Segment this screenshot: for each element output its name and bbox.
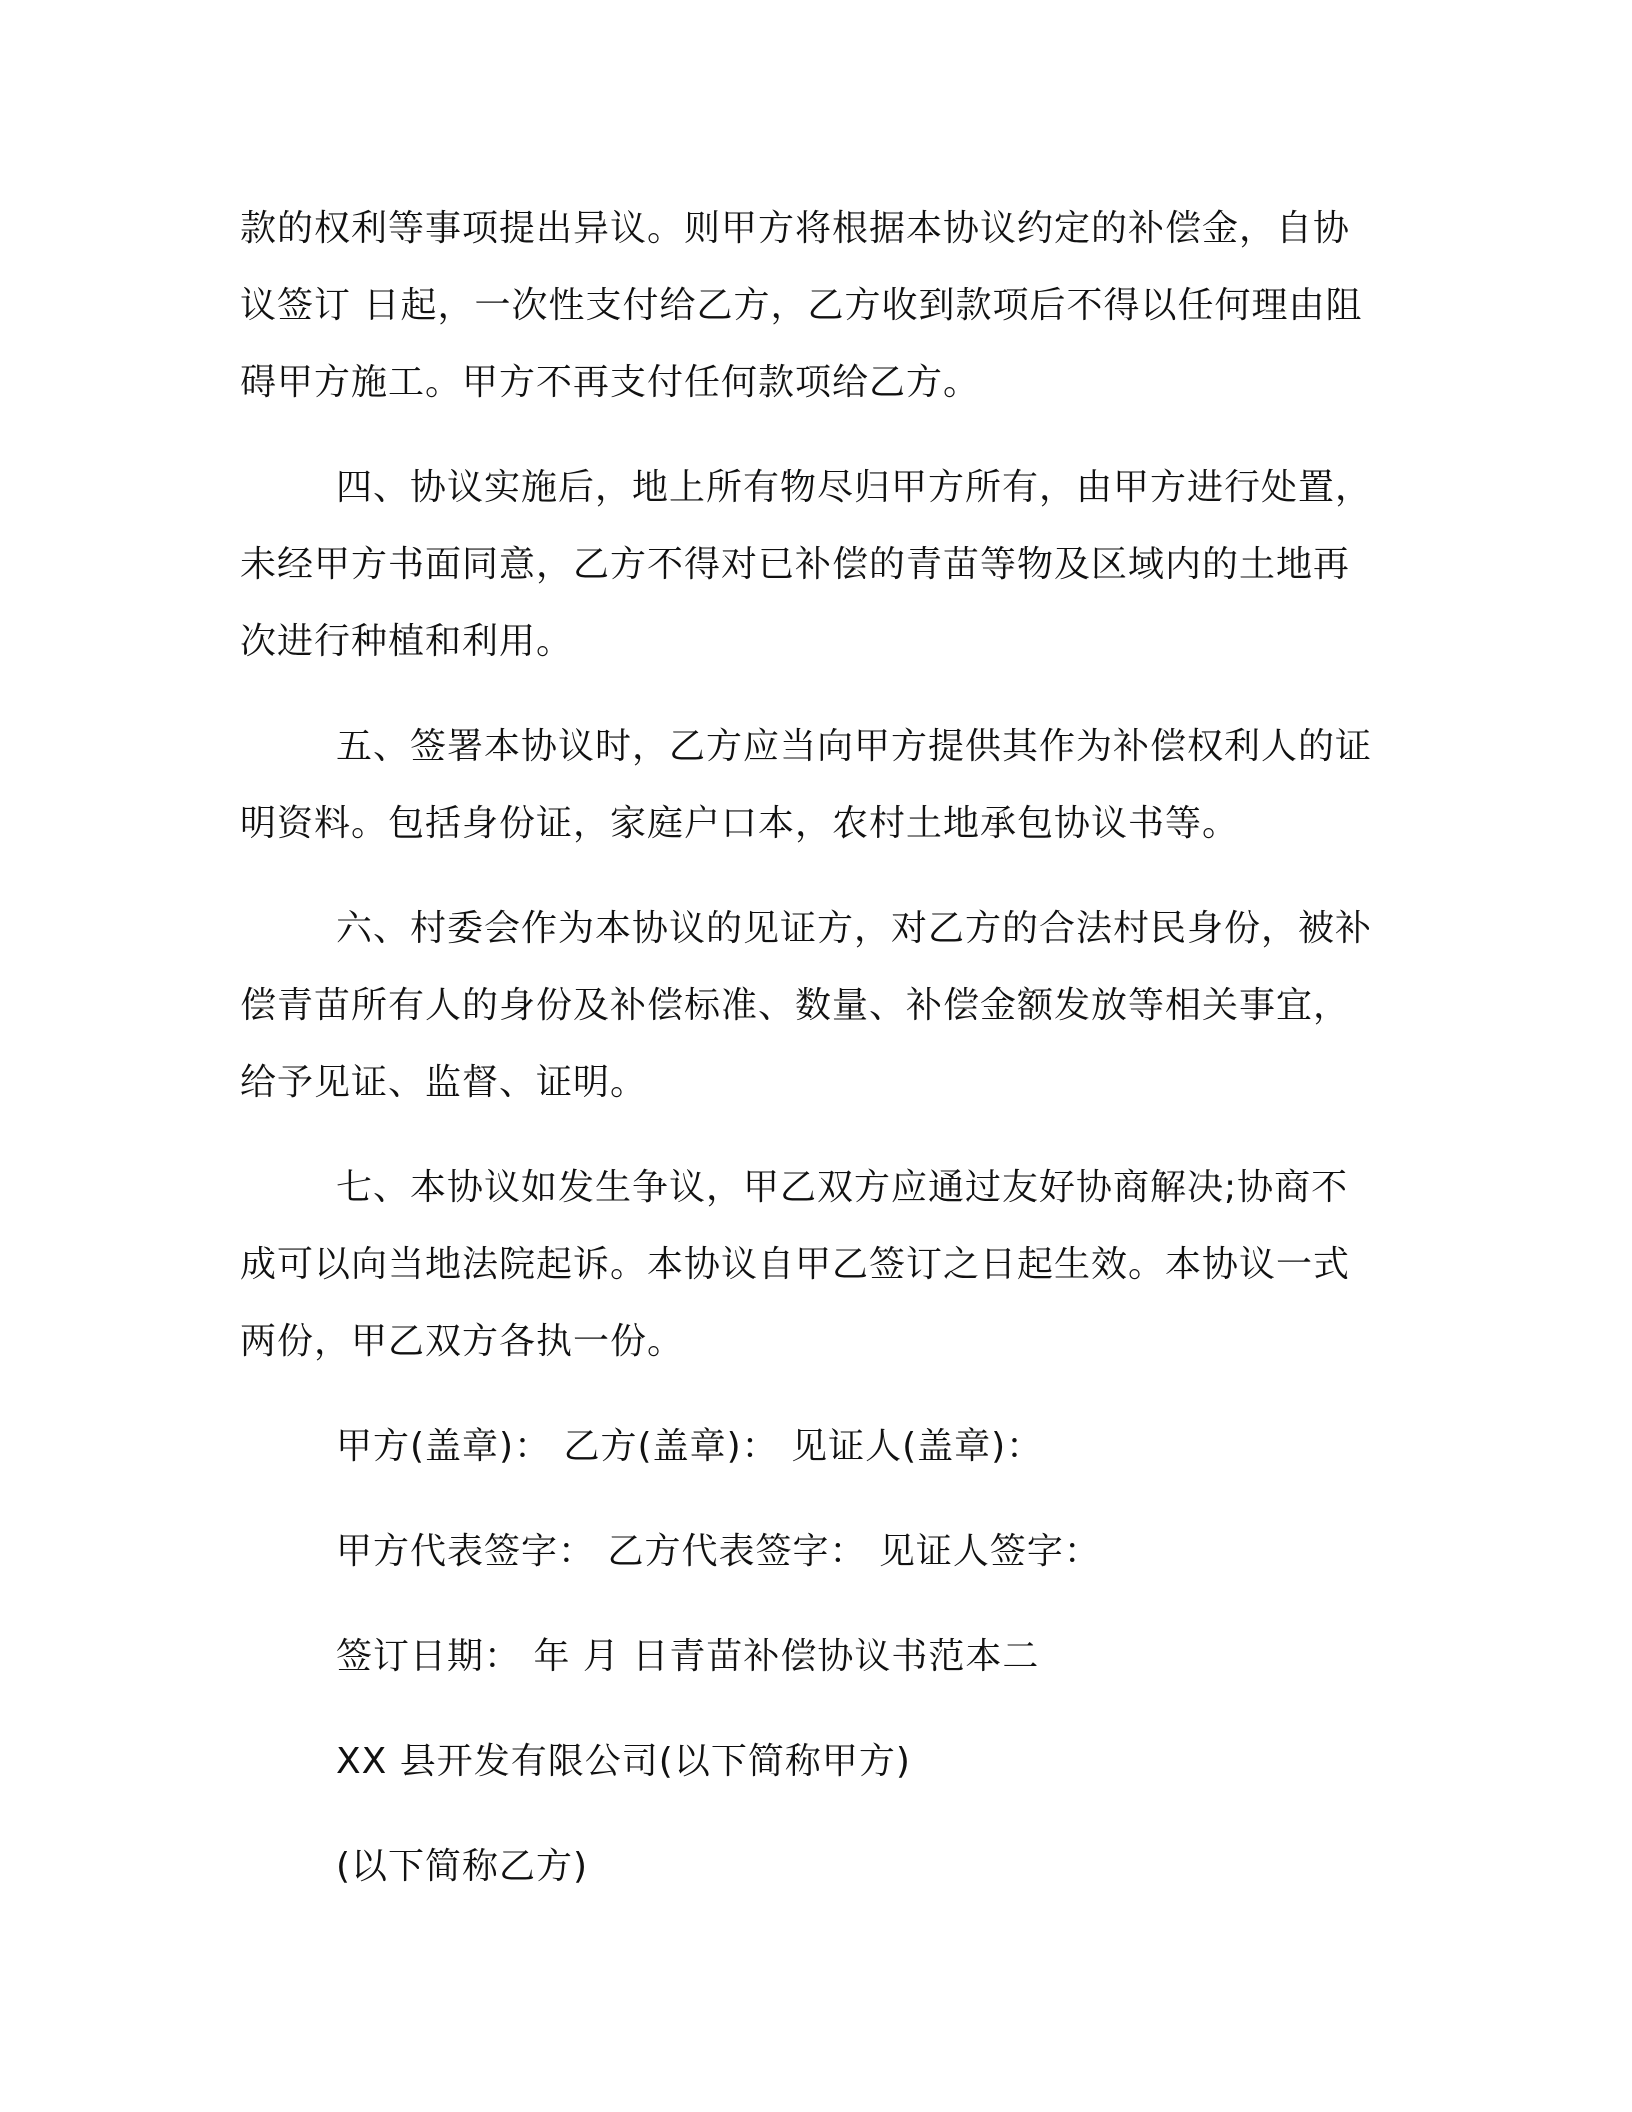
text-line: 四、协议实施后，地上所有物尽归甲方所有，由甲方进行处置， <box>336 467 1373 508</box>
text-line: 成可以向当地法院起诉。本协议自甲乙签订之日起生效。本协议一式 <box>240 1244 1351 1285</box>
text-line: 六、村委会作为本协议的见证方，对乙方的合法村民身份，被补 <box>336 908 1373 949</box>
paragraph-gap <box>240 421 1370 449</box>
paragraph-gap <box>240 862 1370 890</box>
text-line: 议签订 日起，一次性支付给乙方，乙方收到款项后不得以任何理由阻 <box>240 285 1363 326</box>
paragraph-gap <box>240 1485 1370 1513</box>
date-line: 签订日期： 年 月 日青苗补偿协议书范本二 <box>336 1636 1040 1677</box>
document-body <box>240 190 1373 1905</box>
party-a-line: XX 县开发有限公司(以下简称甲方) <box>336 1741 911 1782</box>
text-line: 两份，甲乙双方各执一份。 <box>240 1321 685 1362</box>
text-line: 明资料。包括身份证，家庭户口本，农村土地承包协议书等。 <box>240 803 1240 844</box>
text-line: 偿青苗所有人的身份及补偿标准、数量、补偿金额发放等相关事宜， <box>240 985 1351 1026</box>
paragraph-gap <box>240 680 1370 708</box>
paragraph-continuation <box>240 190 1370 421</box>
paragraph-clause-6 <box>240 890 1373 1121</box>
signature-line: 甲方代表签字： 乙方代表签字： 见证人签字： <box>336 1531 1101 1572</box>
paragraph-gap <box>240 1121 1370 1149</box>
paragraph-gap <box>240 1380 1370 1408</box>
paragraph-gap <box>240 1695 1370 1723</box>
paragraph-clause-7 <box>240 1149 1370 1380</box>
text-line: 款的权利等事项提出异议。则甲方将根据本协议约定的补偿金，自协 <box>240 208 1351 249</box>
paragraph-clause-5 <box>240 708 1373 862</box>
paragraph-gap <box>240 1800 1370 1828</box>
party-b-line: (以下简称乙方) <box>336 1846 589 1887</box>
text-line: 次进行种植和利用。 <box>240 621 574 662</box>
text-line: 碍甲方施工。甲方不再支付任何款项给乙方。 <box>240 362 981 403</box>
text-line: 七、本协议如发生争议，甲乙双方应通过友好协商解决;协商不 <box>336 1167 1349 1208</box>
paragraph-clause-4 <box>240 449 1373 680</box>
seal-line: 甲方(盖章)： 乙方(盖章)： 见证人(盖章)： <box>336 1426 1044 1467</box>
text-line: 五、签署本协议时，乙方应当向甲方提供其作为补偿权利人的证 <box>336 726 1373 767</box>
paragraph-gap <box>240 1590 1370 1618</box>
text-line: 未经甲方书面同意，乙方不得对已补偿的青苗等物及区域内的土地再 <box>240 544 1351 585</box>
text-line: 给予见证、监督、证明。 <box>240 1062 648 1103</box>
